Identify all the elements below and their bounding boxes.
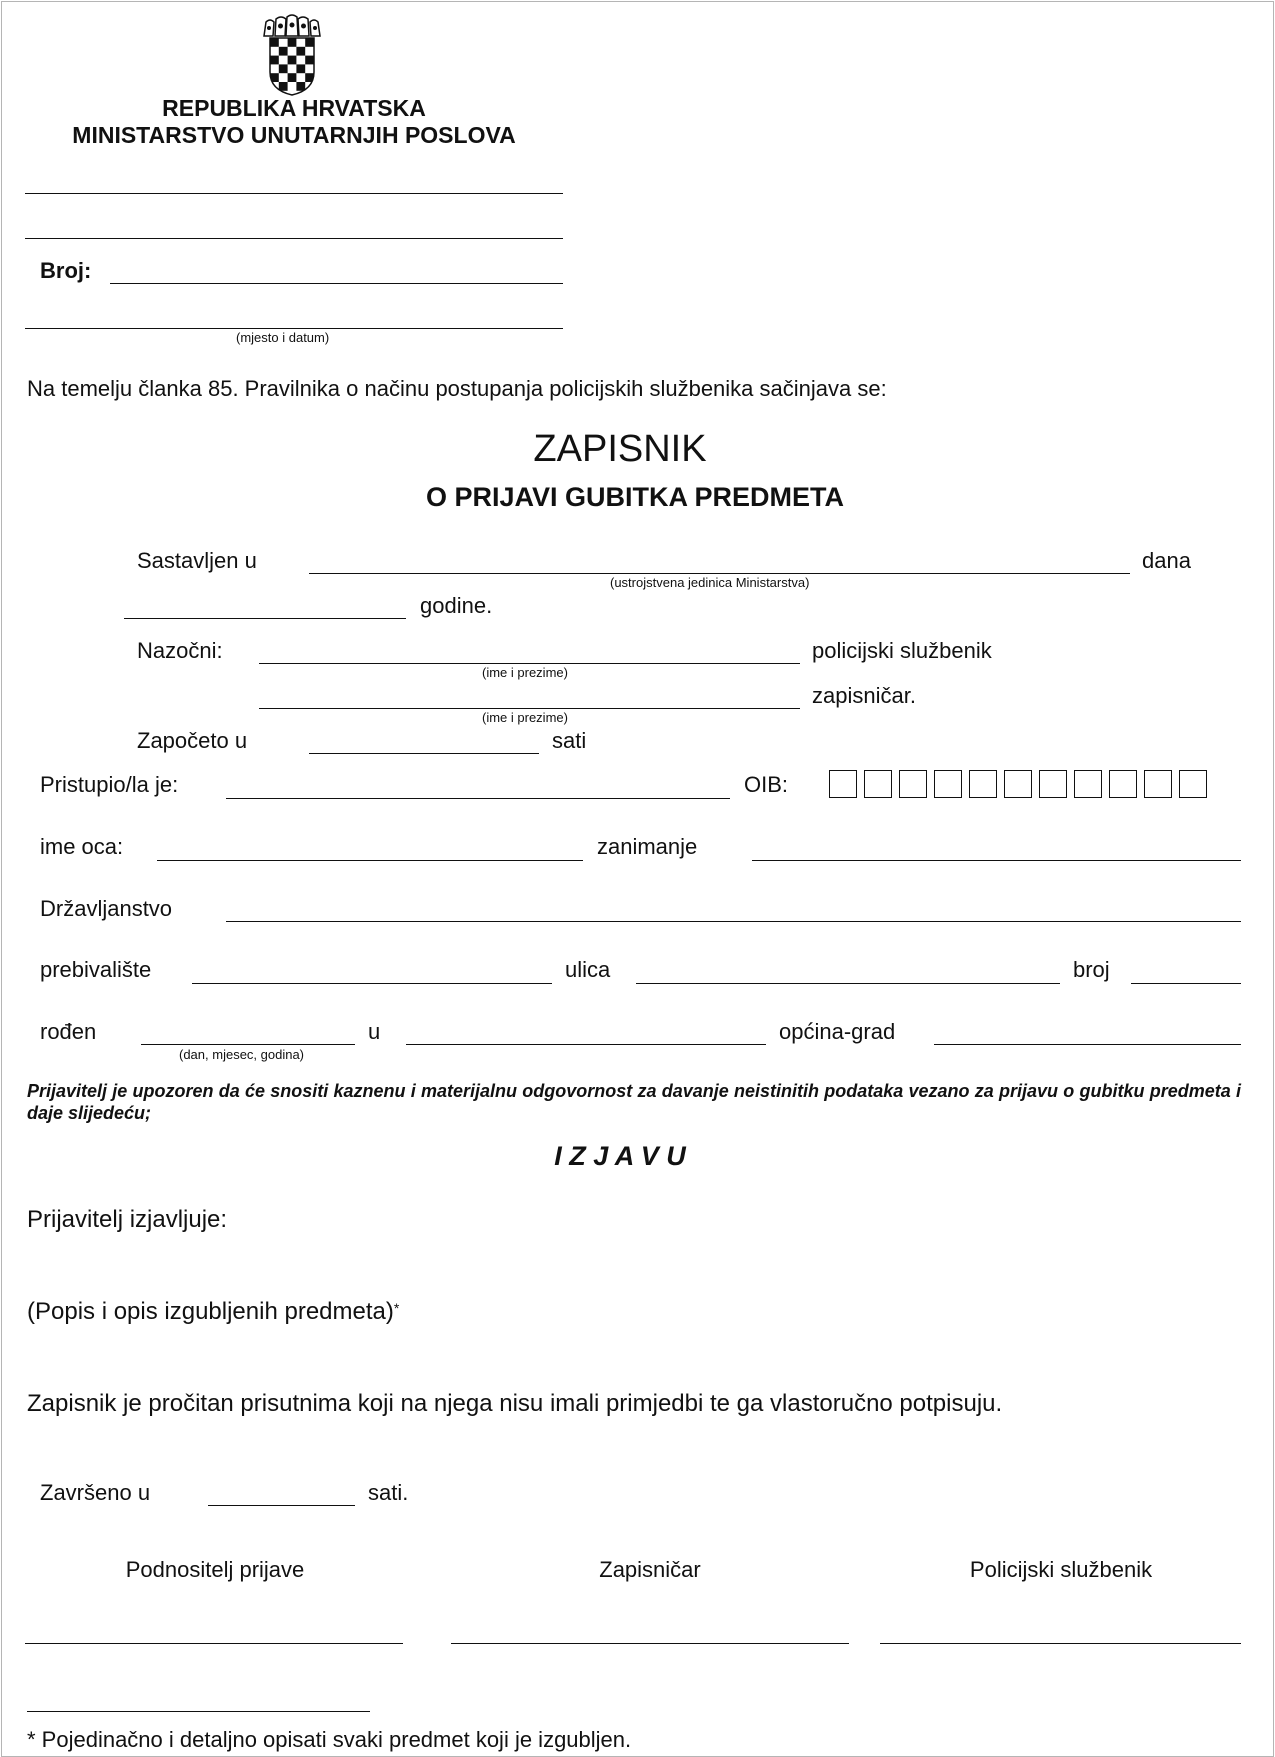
header-line-1[interactable]	[25, 193, 563, 194]
podnositelj-signature-line[interactable]	[25, 1643, 403, 1644]
footnote-marker: *	[393, 1300, 400, 1316]
officer-name-field[interactable]	[259, 663, 800, 664]
recorder-label: zapisničar.	[812, 683, 916, 708]
dana-label: dana	[1142, 548, 1191, 573]
officer-name-caption: (ime i prezime)	[482, 665, 568, 680]
start-sati-label: sati	[552, 728, 587, 753]
prebivaliste-field[interactable]	[192, 983, 552, 984]
opcina-grad-field[interactable]	[934, 1044, 1241, 1045]
pristupio-field[interactable]	[226, 798, 730, 799]
ulica-label: ulica	[565, 957, 611, 982]
broj-address-field[interactable]	[1131, 983, 1241, 984]
zanimanje-field[interactable]	[752, 860, 1241, 861]
broj-field[interactable]	[110, 283, 563, 284]
oib-digit-box[interactable]	[934, 770, 962, 798]
ime-oca-field[interactable]	[157, 860, 583, 861]
recorder-name-caption: (ime i prezime)	[482, 710, 568, 725]
popis-label: (Popis i opis izgubljenih predmeta)	[27, 1298, 394, 1325]
document-title: ZAPISNIK	[533, 428, 707, 470]
opcina-grad-label: općina-grad	[779, 1019, 896, 1044]
oib-label: OIB:	[744, 772, 789, 797]
start-time-field[interactable]	[309, 753, 539, 754]
sastavljen-label: Sastavljen u	[137, 548, 257, 573]
ministry-title: MINISTARSTVO UNUTARNJIH POSLOVA	[72, 122, 516, 148]
sluzbenik-signature-line[interactable]	[880, 1643, 1241, 1644]
end-sati-label: sati.	[368, 1480, 409, 1505]
oib-digit-box[interactable]	[864, 770, 892, 798]
nazocni-label: Nazočni:	[137, 638, 223, 663]
zapoceto-label: Započeto u	[137, 728, 248, 753]
birth-date-caption: (dan, mjesec, godina)	[179, 1047, 305, 1062]
unit-caption: (ustrojstvena jedinica Ministarstva)	[610, 575, 810, 590]
oib-digit-box[interactable]	[1004, 770, 1032, 798]
zapisnicar-signature-line[interactable]	[451, 1643, 849, 1644]
popis-text	[27, 1298, 399, 1326]
coat-of-arms-emblem	[262, 14, 322, 96]
izjavljuje-text: Prijavitelj izjavljuje:	[27, 1206, 228, 1233]
podnositelj-label: Podnositelj prijave	[125, 1557, 305, 1582]
sluzbenik-signature-label: Policijski službenik	[969, 1557, 1153, 1582]
ime-oca-label: ime oca:	[40, 834, 124, 859]
footnote-text: * Pojedinačno i detaljno opisati svaki predmet koji je izgubljen.	[27, 1727, 632, 1752]
oib-digit-box[interactable]	[1179, 770, 1207, 798]
place-date-field[interactable]	[25, 328, 563, 329]
prebivaliste-label: prebivalište	[40, 957, 152, 982]
document-subtitle: O PRIJAVI GUBITKA PREDMETA	[425, 482, 845, 512]
birth-place-field[interactable]	[406, 1044, 766, 1045]
oib-digit-box[interactable]	[1144, 770, 1172, 798]
izjavu-title: I Z J A V U	[554, 1141, 686, 1171]
year-field[interactable]	[124, 618, 406, 619]
broj-address-label: broj	[1073, 957, 1110, 982]
godine-label: godine.	[420, 593, 493, 618]
warning-text: Prijavitelj je upozoren da će snositi kaznenu i materijalnu odgovornost za davanje neistinitih podataka vezano za prijavu o gubitku predmeta i daje slijedeću;	[27, 1081, 1241, 1123]
birth-u-label: u	[368, 1019, 381, 1044]
ulica-field[interactable]	[636, 983, 1060, 984]
unit-field[interactable]	[309, 573, 1130, 574]
page-border	[1, 1, 1274, 1757]
zanimanje-label: zanimanje	[597, 834, 698, 859]
republic-title: REPUBLIKA HRVATSKA	[162, 95, 426, 121]
end-time-field[interactable]	[208, 1505, 355, 1506]
pristupio-label: Pristupio/la je:	[40, 772, 179, 797]
oib-digit-box[interactable]	[829, 770, 857, 798]
oib-digit-box[interactable]	[1109, 770, 1137, 798]
procitan-text: Zapisnik je pročitan prisutnima koji na njega nisu imali primjedbi te ga vlastoručno potpisuju.	[27, 1390, 1003, 1417]
recorder-name-field[interactable]	[259, 708, 800, 709]
officer-label: policijski službenik	[812, 638, 992, 663]
roden-label: rođen	[40, 1019, 97, 1044]
header-line-2[interactable]	[25, 238, 563, 239]
broj-label: Broj:	[40, 258, 92, 283]
drzavljanstvo-label: Državljanstvo	[40, 896, 173, 921]
intro-text: Na temelju članka 85. Pravilnika o načinu postupanja policijskih službenika sačinjava se:	[27, 376, 887, 401]
zapisnicar-signature-label: Zapisničar	[599, 1557, 701, 1582]
drzavljanstvo-field[interactable]	[226, 921, 1241, 922]
zavrseno-label: Završeno u	[40, 1480, 151, 1505]
birth-date-field[interactable]	[141, 1044, 355, 1045]
oib-digit-box[interactable]	[1074, 770, 1102, 798]
oib-digit-box[interactable]	[969, 770, 997, 798]
footnote-divider	[27, 1711, 370, 1712]
place-date-caption: (mjesto i datum)	[236, 330, 330, 345]
oib-digit-box[interactable]	[899, 770, 927, 798]
oib-digit-box[interactable]	[1039, 770, 1067, 798]
